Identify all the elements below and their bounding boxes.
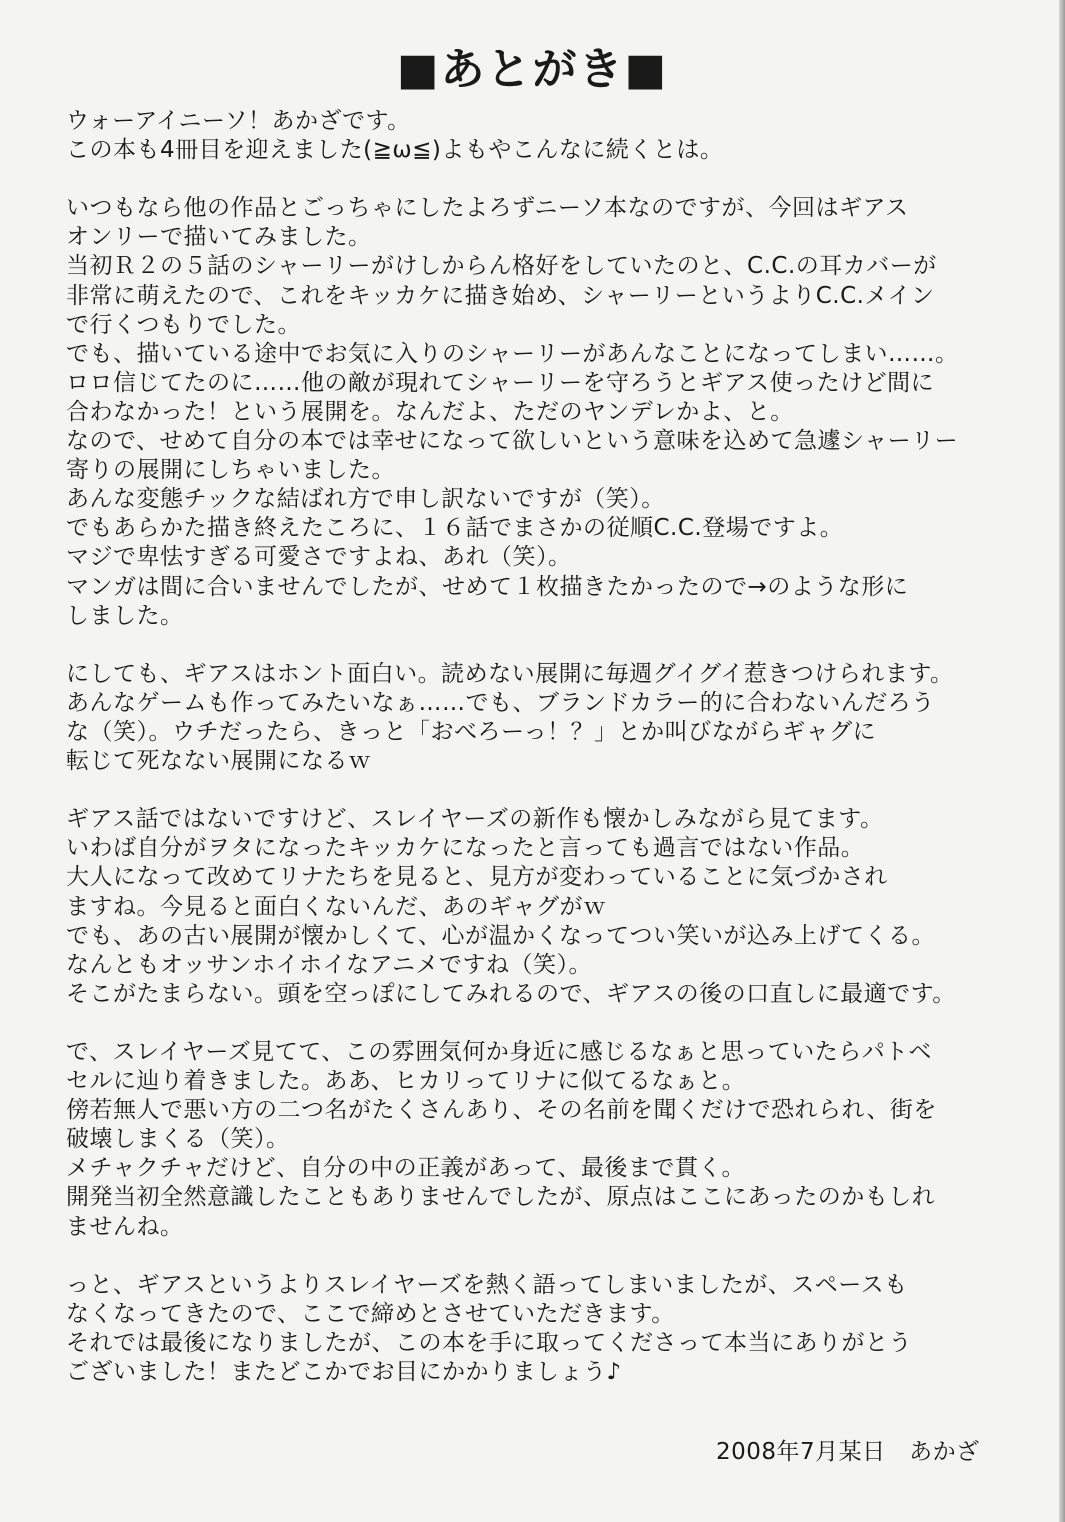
text-line: 寄りの展開にしちゃいました。: [66, 457, 395, 484]
text-line: セルに辿り着きました。ああ、ヒカリってリナに似てるなぁと。: [66, 1068, 746, 1095]
paragraph: [66, 1271, 1036, 1387]
text-line: 破壊しまくる（笑）。: [66, 1126, 290, 1153]
text-line: ございました！またどこかでお目にかかりましょう♪: [66, 1359, 622, 1386]
text-line: にしても、ギアスはホント面白い。読めない展開に毎週グイグイ惹きつけられます。: [66, 660, 954, 687]
text-line: 当初Ｒ２の５話のシャーリーがけしからん格好をしていたのと、C.C.の耳カバーが: [66, 253, 937, 280]
text-line: ますね。今見ると面白くないんだ、あのギャグがｗ: [66, 893, 607, 920]
text-line: 開発当初全然意識したこともありませんでしたが、原点はここにあったのかもしれ: [66, 1184, 936, 1211]
text-line: 合わなかった！という展開を。なんだよ、ただのヤンデレかよ、と。: [66, 398, 794, 425]
text-line: な（笑）。ウチだったら、きっと「おべろーっ！？」とか叫びながらギャグに: [66, 718, 877, 745]
text-line: メチャクチャだけど、自分の中の正義があって、最後まで貫く。: [66, 1155, 745, 1182]
text-line: 非常に萌えたので、これをキッカケに描き始め、シャーリーというよりC.C.メイン: [66, 282, 935, 309]
text-line: この本も4冊目を迎えました(≧ω≦)よもやこんなに続くとは。: [66, 137, 724, 164]
text-line: そこがたまらない。頭を空っぽにしてみれるので、ギアスの後の口直しに最適です。: [66, 980, 956, 1007]
page-title: ■あとがき■: [396, 44, 669, 95]
text-line: 傍若無人で悪い方の二つ名がたくさんあり、その名前を聞くだけで恐れられ、街を: [66, 1097, 937, 1124]
afterword-body: [66, 107, 1036, 1387]
text-line: いわば自分がヲタになったキッカケになったと言っても過言ではない作品。: [66, 835, 865, 862]
text-line: しました。: [66, 602, 184, 629]
text-line: っと、ギアスというよりスレイヤーズを熱く語ってしまいましたが、スペースも: [66, 1271, 908, 1298]
signature-date: 2008年7月某日 あかざ: [716, 1439, 980, 1465]
text-line: ギアス話ではないですけど、スレイヤーズの新作も懐かしみながら見てます。: [66, 806, 884, 833]
text-line: いつもなら他の作品とごっちゃにしたよろずニーソ本なのですが、今回はギアス: [66, 195, 909, 222]
paragraph: [66, 1038, 1036, 1242]
text-line: でも、あの古い展開が懐かしくて、心が温かくなってつい笑いが込み上げてくる。: [66, 922, 936, 949]
paragraph: [66, 805, 1036, 1009]
text-line: なんともオッサンホイホイなアニメですね（笑）。: [66, 951, 593, 978]
text-line: でも、描いている途中でお気に入りのシャーリーがあんなことになってしまい……。: [66, 340, 959, 367]
text-line: マジで卑怯すぎる可愛さですよね、あれ（笑）。: [66, 544, 572, 571]
text-line: マンガは間に合いませんでしたが、せめて１枚描きたかったので→のような形に: [66, 573, 909, 600]
paragraph: [66, 660, 1036, 776]
text-line: ロロ信じてたのに……他の敵が現れてシャーリーを守ろうとギアス使ったけど間に: [66, 369, 935, 396]
text-line: オンリーで描いてみました。: [66, 224, 372, 251]
text-line: ウォーアイニーソ！あかざです。: [66, 108, 411, 134]
paragraph: [66, 194, 1036, 630]
text-line: あんなゲームも作ってみたいなぁ……でも、ブランドカラー的に合わないんだろう: [66, 689, 935, 716]
paragraph: [66, 107, 1036, 165]
text-line: なくなってきたので、ここで締めとさせていただきます。: [66, 1300, 675, 1327]
text-line: 大人になって改めてリナたちを見ると、見方が変わっていることに気づかされ: [66, 864, 888, 891]
text-line: なので、せめて自分の本では幸せになって欲しいという意味を込めて急遽シャーリー: [66, 428, 959, 455]
text-line: 転じて死なない展開になるｗ: [66, 748, 372, 775]
text-line: あんな変態チックな結ばれ方で申し訳ないですが（笑）。: [66, 486, 665, 513]
text-line: で、スレイヤーズ見てて、この雰囲気何か身近に感じるなぁと思っていたらパトベ: [66, 1039, 932, 1065]
text-line: それでは最後になりましたが、この本を手に取ってくださって本当にありがとう: [66, 1329, 912, 1356]
text-line: で行くつもりでした。: [66, 311, 301, 338]
text-line: でもあらかた描き終えたころに、１６話でまさかの従順C.C.登場ですよ。: [66, 515, 844, 542]
text-line: ませんね。: [66, 1213, 184, 1240]
page-edge-shadow: [1059, 0, 1065, 1522]
